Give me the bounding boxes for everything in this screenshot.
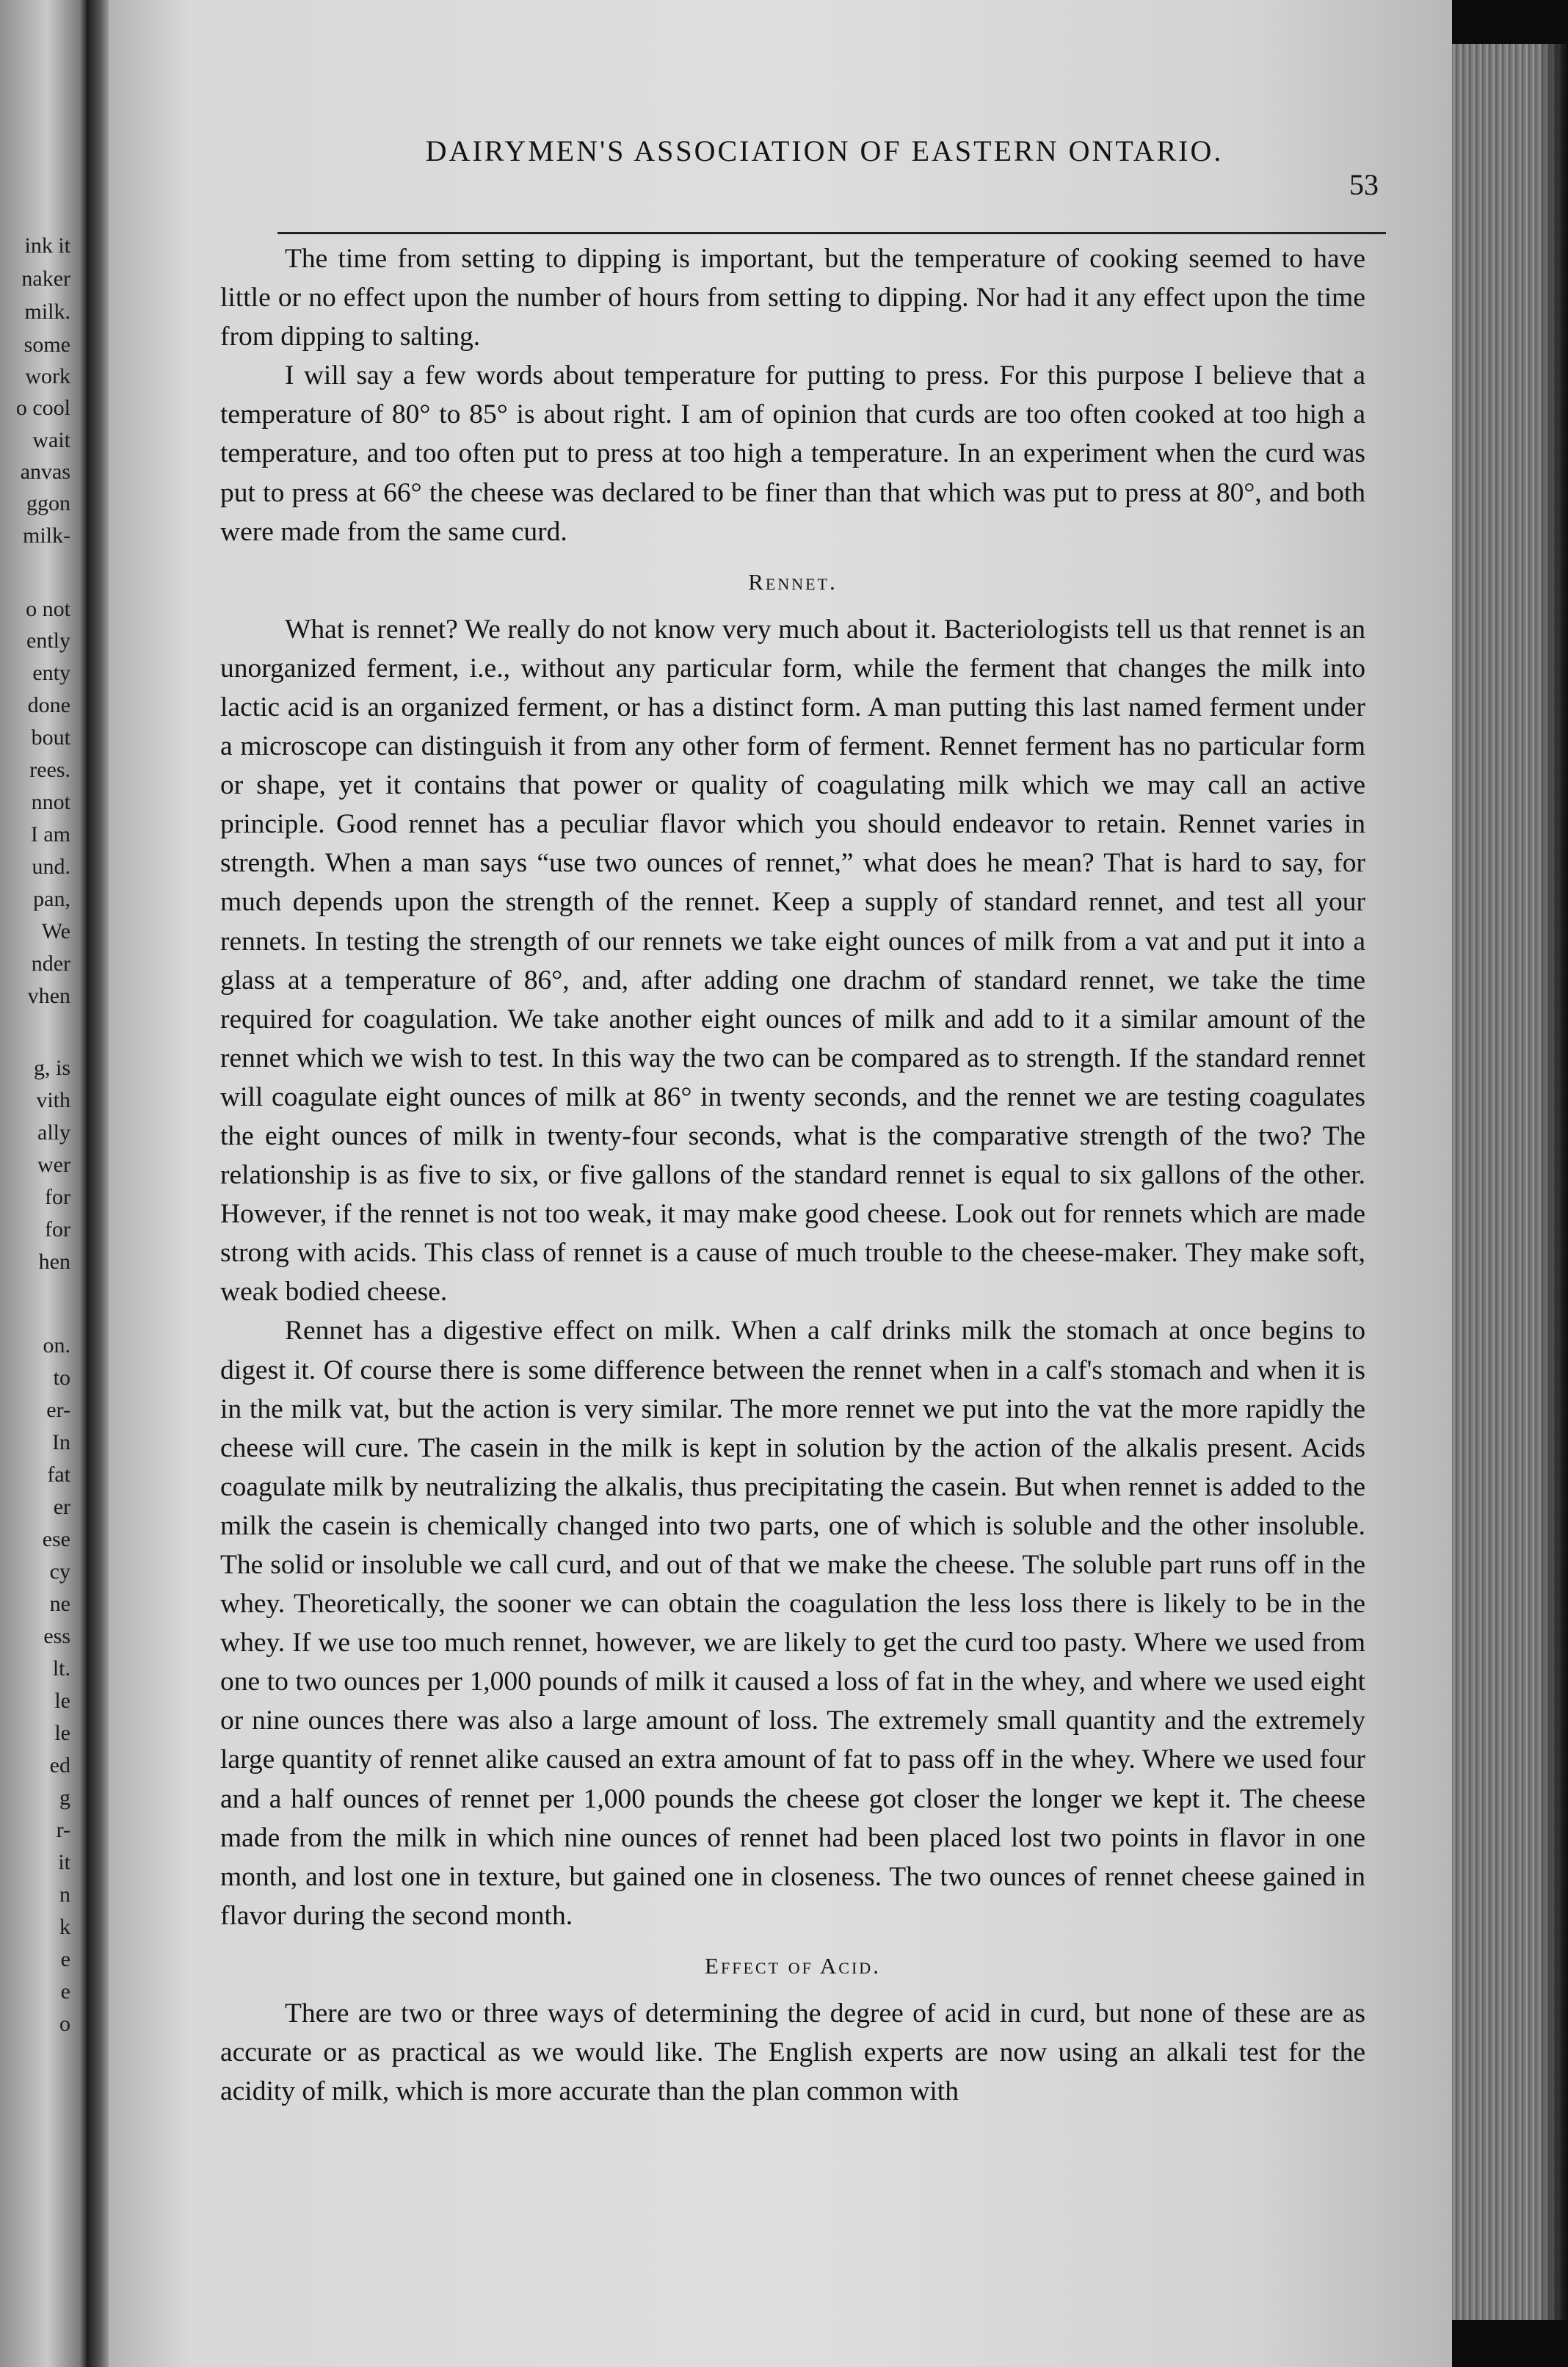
paragraph: The time from setting to dipping is important, but the temperature of cooking seemed to have little or no effect upon the number of hours from setting to dipping. Nor had it any effect upon the time from dipping to salting. xyxy=(220,244,1365,352)
facing-page-fragment: und. xyxy=(32,855,70,879)
facing-page-fragment: le xyxy=(54,1721,70,1745)
facing-page-fragment: er- xyxy=(46,1398,70,1422)
facing-page-fragment: n xyxy=(59,1882,70,1907)
facing-page-fragment: I am xyxy=(30,822,70,847)
facing-page-fragment: on. xyxy=(43,1333,70,1358)
facing-page-fragment: ed xyxy=(49,1753,70,1777)
facing-page-fragment: milk- xyxy=(23,523,70,548)
section-heading-effect-of-acid: Effect of Acid. xyxy=(705,1952,881,1979)
facing-page-fragment: o not xyxy=(26,597,70,621)
facing-page-fragment: e xyxy=(60,1979,70,2004)
page-edges xyxy=(1452,44,1568,2320)
facing-page-fragment: nder xyxy=(31,951,70,976)
facing-page-fragment: ggon xyxy=(26,491,70,515)
paragraph: I will say a few words about temperature for putting to press. For this purpose I believe that a temperature of 80° to 85° is about right. I am of opinion that curds are too often cooked at too high a temperature, and too often put to press at too high a temperature. In an experiment when the curd was put to press at 66° the cheese was declared to be finer than that which was put to press at 80°, and both were made from the same curd. xyxy=(220,360,1365,547)
facing-page-fragment: wer xyxy=(37,1153,70,1177)
facing-page-fragment: er xyxy=(53,1495,70,1519)
facing-page-fragment: e xyxy=(60,1947,70,1971)
book-page xyxy=(109,0,1452,2367)
header-rule xyxy=(277,232,1386,234)
facing-page-fragment: le xyxy=(54,1689,70,1713)
facing-page-fragment: lt. xyxy=(52,1656,70,1681)
facing-page-fragment: anvas xyxy=(20,460,70,484)
facing-page-fragment: nnot xyxy=(31,790,70,814)
facing-page-fragment: enty xyxy=(32,661,70,685)
facing-page-fragment: bout xyxy=(31,725,70,750)
facing-page-fragment: rees. xyxy=(29,758,70,782)
facing-page-fragment: g, is xyxy=(33,1056,70,1080)
facing-page-fragment: o cool xyxy=(15,396,70,420)
facing-page-fragment: hen xyxy=(38,1250,70,1274)
facing-page-fragment: k xyxy=(59,1915,70,1939)
facing-page-fragment: vith xyxy=(36,1088,70,1112)
facing-page-fragment: We xyxy=(41,919,70,943)
paragraph: Rennet has a digestive effect on milk. When a calf drinks milk the stomach at once begins to digest it. Of course there is some difference between the rennet when in a calf's stomach and when it is in the milk vat, but the action is very similar. The more rennet we put into the vat the more rapidly the cheese will cure. The casein in the milk is kept in solution by the action of the alkalis present. Acids coagulate milk by neutralizing the alkalis, thus precipitating the casein. But when rennet is added to the milk the casein is chemically changed into two parts, one of which is soluble and the other insoluble. The solid or insoluble we call curd, and out of that we make the cheese. The soluble part runs off in the whey. Theoretically, the sooner we can obtain the coagulation the less loss there is likely to be in the whey. If we use too much rennet, however, we are likely to get the curd too pasty. Where we used from one to two ounces per 1,000 pounds of milk it caused a loss of fat in the whey, and where we used eight or nine ounces there was also a large amount of loss. The extremely small quantity and the extremely large quantity of rennet alike caused an extra amount of fat to pass off in the whey. Where we used four and a half ounces of rennet per 1,000 pounds the cheese got closer the longer we kept it. The cheese made from the milk in which nine ounces of rennet had been placed lost two points in flavor in one month, and lost one in texture, but gained one in closeness. The two ounces of rennet cheese gained in flavor during the second month. xyxy=(220,1316,1365,1931)
facing-page-fragment: vhen xyxy=(27,984,70,1008)
facing-page-fragment: for xyxy=(45,1217,70,1242)
body-text xyxy=(220,239,1365,2111)
facing-page-fragment: wait xyxy=(32,428,70,452)
facing-page-fragment: for xyxy=(45,1185,70,1209)
facing-page-fragment: o xyxy=(59,2012,70,2036)
facing-page-fragment: ally xyxy=(37,1120,70,1145)
facing-page-fragment: to xyxy=(53,1366,70,1390)
section-heading-rennet: Rennet. xyxy=(748,568,838,595)
paragraph: What is rennet? We really do not know very much about it. Bacteriologists tell us that rennet is an unorganized ferment, i.e., without any particular form, while the ferment that changes the milk into lactic acid is an organized ferment, or has a distinct form. A man putting this last named ferment under a microscope can distinguish it from any other form of ferment. Rennet ferment has no particular form or shape, yet it contains that power or quality of coagulating milk which we may call an active principle. Good rennet has a peculiar flavor which you should endeavor to retain. Rennet varies in strength. When a man says “use two ounces of rennet,” what does he mean? That is hard to say, for much depends upon the strength of the rennet. Keep a supply of standard rennet, and test all your rennets. In testing the strength of our rennets we take eight ounces of milk from a vat and put it into a glass at a temperature of 86°, and, after adding one drachm of standard rennet, we take the time required for coagulation. We take another eight ounces of milk and add to it a similar amount of the rennet which we wish to test. In this way the two can be compared as to strength. If the standard rennet will coagulate eight ounces of milk at 86° in twenty seconds, and the rennet we are testing coagulates the eight ounces of milk in twenty-four seconds, what is the comparative strength of the two? The relationship is as five to six, or five gallons of the standard rennet is equal to six gallons of the other. However, if the rennet is not too weak, it may make good cheese. Look out for rennets which are made strong with acids. This class of rennet is a cause of much trouble to the cheese-maker. They make soft, weak bodied cheese. xyxy=(220,614,1365,1308)
running-head: DAIRYMEN'S ASSOCIATION OF EASTERN ONTARIO. xyxy=(425,134,1224,167)
facing-page-fragment: g xyxy=(59,1786,70,1810)
facing-page-fragment: work xyxy=(25,364,70,388)
facing-page-fragment: cy xyxy=(49,1559,70,1584)
paragraph: There are two or three ways of determining the degree of acid in curd, but none of these are as accurate or as practical as we would like. The English experts are now using an alkali test for the acidity of milk, which is more accurate than the plan common with xyxy=(220,1998,1365,2107)
facing-page-fragment: ne xyxy=(49,1592,70,1616)
facing-page-fragment: ink it xyxy=(24,233,70,258)
facing-page-edge xyxy=(0,0,87,2367)
facing-page-fragment: it xyxy=(58,1850,70,1874)
facing-page-fragment: fat xyxy=(47,1462,70,1487)
facing-page-fragment: done xyxy=(27,693,70,717)
facing-page-fragment: r- xyxy=(56,1818,70,1842)
facing-page-fragment: ently xyxy=(26,628,70,653)
facing-page-fragment: ess xyxy=(43,1624,70,1648)
facing-page-fragment: naker xyxy=(21,267,70,291)
facing-page-fragment: milk. xyxy=(24,300,70,324)
facing-page-fragment: pan, xyxy=(33,887,70,911)
facing-page-fragment: ese xyxy=(42,1527,70,1551)
book-gutter xyxy=(87,0,109,2367)
facing-page-fragment: some xyxy=(23,333,70,357)
page-number: 53 xyxy=(1349,168,1379,201)
facing-page-fragment: In xyxy=(52,1430,70,1454)
